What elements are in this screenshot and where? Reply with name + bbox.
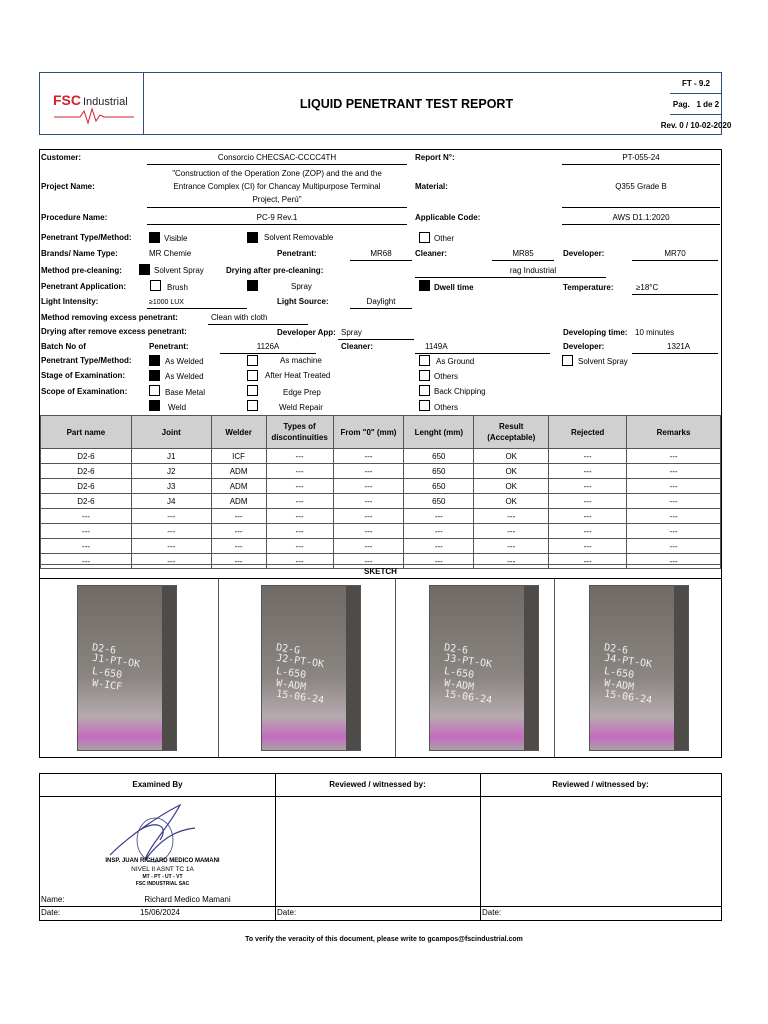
- procedure-label: Procedure Name:: [41, 213, 108, 222]
- visible-label: Visible: [164, 234, 188, 243]
- report-number-value: PT-055-24: [622, 153, 660, 162]
- weld-repair-label: Weld Repair: [279, 403, 323, 412]
- company-logo: [40, 73, 144, 134]
- solvent-spray-checkbox[interactable]: [139, 264, 150, 275]
- table-cell: D2-6: [41, 494, 132, 509]
- table-cell: ---: [211, 539, 266, 554]
- table-cell: ---: [549, 539, 627, 554]
- table-cell: J1: [131, 449, 211, 464]
- pt-method2-label: Penetrant Type/Method:: [41, 356, 132, 365]
- solvent-removable-label: Solvent Removable: [264, 233, 334, 242]
- photo-marking-text: D2-G: [275, 642, 301, 657]
- edge-prep-checkbox[interactable]: [247, 385, 258, 396]
- weld-photo: [589, 585, 689, 751]
- after-heat-label: After Heat Treated: [265, 371, 331, 380]
- developer-app-value: Spray: [341, 328, 362, 337]
- developer-value: MR70: [664, 249, 686, 258]
- others2-checkbox[interactable]: [419, 400, 430, 411]
- photo-marking-text: L-650: [91, 665, 123, 682]
- table-cell: ---: [333, 509, 404, 524]
- table-cell: ---: [474, 509, 549, 524]
- table-cell: ---: [41, 539, 132, 554]
- table-cell: J4: [131, 494, 211, 509]
- photo-marking-text: L-650: [275, 665, 307, 682]
- column-header: Types of discontinuities: [266, 416, 333, 449]
- others-checkbox[interactable]: [419, 370, 430, 381]
- procedure-value: PC-9 Rev.1: [256, 213, 298, 222]
- photo-marking-text: 15-06-24: [275, 688, 325, 707]
- batch-label: Batch No of: [41, 342, 86, 351]
- photo-marking-text: W-ADM: [275, 677, 307, 694]
- project-label: Project Name:: [41, 182, 95, 191]
- table-cell: ---: [627, 554, 721, 569]
- table-cell: ---: [627, 464, 721, 479]
- table-cell: ---: [627, 539, 721, 554]
- photo-marking-text: 15-06-24: [443, 688, 493, 707]
- as-welded2-checkbox[interactable]: [149, 370, 160, 381]
- page-label: Pag.: [672, 99, 690, 109]
- table-cell: ---: [549, 509, 627, 524]
- table-cell: ---: [211, 524, 266, 539]
- table-cell: OK: [474, 479, 549, 494]
- table-cell: ADM: [211, 464, 266, 479]
- as-ground-label: As Ground: [436, 357, 475, 366]
- batch-developer-value: 1321A: [667, 342, 691, 351]
- table-cell: ---: [266, 524, 333, 539]
- table-cell: ---: [131, 539, 211, 554]
- table-cell: OK: [474, 464, 549, 479]
- report-number-label: Report N°:: [415, 153, 455, 162]
- table-cell: ---: [404, 524, 474, 539]
- visible-checkbox[interactable]: [149, 232, 160, 243]
- after-heat-checkbox[interactable]: [247, 370, 258, 381]
- table-cell: ---: [41, 509, 132, 524]
- stamp-line-3: MT - PT - UT - VT: [142, 874, 183, 880]
- table-cell: ---: [627, 494, 721, 509]
- table-cell: ---: [333, 479, 404, 494]
- table-row: [41, 449, 721, 464]
- material-value: Q355 Grade B: [615, 182, 667, 191]
- spray-checkbox[interactable]: [247, 280, 258, 291]
- table-cell: ---: [333, 464, 404, 479]
- column-header: Part name: [41, 416, 132, 449]
- as-welded-checkbox[interactable]: [149, 355, 160, 366]
- report-title: LIQUID PENETRANT TEST REPORT: [299, 96, 514, 111]
- column-header: Joint: [131, 416, 211, 449]
- table-row: [41, 539, 721, 554]
- table-cell: ---: [627, 449, 721, 464]
- precleaning-label: Method pre-cleaning:: [41, 266, 122, 275]
- table-row: [41, 509, 721, 524]
- reviewed-heading-2: Reviewed / witnessed by:: [552, 780, 649, 789]
- back-chipping-label: Back Chipping: [434, 387, 486, 396]
- photo-marking-text: W-ADM: [603, 677, 635, 694]
- table-cell: 650: [404, 464, 474, 479]
- as-ground-checkbox[interactable]: [419, 355, 430, 366]
- cleaner-value: MR85: [512, 249, 534, 258]
- brands-label: Brands/ Name Type:: [41, 249, 118, 258]
- photo-marking-text: J1-PT-OK: [91, 652, 141, 671]
- code-label: Applicable Code:: [415, 213, 481, 222]
- removing-value: Clean with cloth: [211, 313, 268, 322]
- as-welded-label: As Welded: [165, 357, 204, 366]
- table-cell: ---: [266, 554, 333, 569]
- page-value: 1 de 2: [696, 99, 720, 109]
- table-cell: ---: [266, 449, 333, 464]
- column-header: Rejected: [549, 416, 627, 449]
- base-metal-label: Base Metal: [165, 388, 206, 397]
- light-source-label: Light Source:: [277, 297, 329, 306]
- form-code: FT - 9.2: [670, 73, 722, 94]
- batch-penetrant-value: 1126A: [256, 342, 280, 351]
- table-body: [41, 449, 721, 569]
- table-row: [41, 494, 721, 509]
- table-cell: ---: [549, 464, 627, 479]
- table-cell: ---: [404, 509, 474, 524]
- temperature-label: Temperature:: [563, 283, 614, 292]
- table-cell: 650: [404, 494, 474, 509]
- reviewed-heading-1: Reviewed / witnessed by:: [329, 780, 426, 789]
- column-header: Lenght (mm): [404, 416, 474, 449]
- spray-label: Spray: [291, 282, 312, 291]
- table-cell: J3: [131, 479, 211, 494]
- footer-note: To verify the veracity of this document, please write to gcampos@fscindustrial.com: [245, 936, 523, 943]
- table-cell: ---: [474, 554, 549, 569]
- application-label: Penetrant Application:: [41, 282, 127, 291]
- table-cell: ---: [333, 524, 404, 539]
- other-label: Other: [434, 234, 455, 243]
- table-cell: ---: [333, 494, 404, 509]
- photo-marking-text: J4-PT-OK: [603, 652, 653, 671]
- photo-marking-text: L-650: [603, 665, 635, 682]
- stamp-line-1: INSP. JUAN RICHARD MEDICO MAMANI: [105, 858, 220, 864]
- table-cell: ---: [266, 464, 333, 479]
- name-value: Richard Medico Mamani: [144, 895, 231, 904]
- table-cell: OK: [474, 494, 549, 509]
- removing-label: Method removing excess penetrant:: [41, 313, 178, 322]
- photo-marking-text: 15-06-24: [603, 688, 653, 707]
- other-checkbox[interactable]: [419, 232, 430, 243]
- stamp-line-4: FSC INDUSTRIAL SAC: [135, 881, 190, 887]
- developer-app-label: Developer App:: [277, 328, 336, 337]
- weld-repair-checkbox[interactable]: [247, 400, 258, 411]
- stage-label: Stage of Examination:: [41, 371, 126, 380]
- table-cell: ---: [549, 449, 627, 464]
- examined-by-heading: Examined By: [132, 780, 183, 789]
- table-cell: ---: [333, 554, 404, 569]
- date-label: Date:: [41, 908, 61, 917]
- table-cell: 650: [404, 449, 474, 464]
- brush-checkbox[interactable]: [150, 280, 161, 291]
- as-machine-label: As machine: [280, 356, 322, 365]
- photo-marking-text: J3-PT-OK: [443, 652, 493, 671]
- table-cell: ---: [131, 509, 211, 524]
- photo-marking-text: D2-6: [91, 642, 117, 657]
- photo-marking-text: L-650: [443, 665, 475, 682]
- table-cell: ---: [474, 539, 549, 554]
- table-row: [41, 479, 721, 494]
- code-value: AWS D1.1:2020: [612, 213, 670, 222]
- table-cell: ---: [266, 494, 333, 509]
- table-cell: ---: [41, 524, 132, 539]
- solvent-spray2-label: Solvent Spray: [578, 357, 628, 366]
- table-cell: 650: [404, 479, 474, 494]
- table-cell: ---: [266, 509, 333, 524]
- batch-developer-label: Developer:: [563, 342, 605, 351]
- photo-marking-text: W-ICF: [91, 677, 123, 694]
- weld-photo: [261, 585, 361, 751]
- light-intensity-value: ≥1000 LUX: [149, 299, 184, 306]
- table-cell: ---: [474, 524, 549, 539]
- revision: Rev. 0 / 10-02-2020: [660, 120, 732, 130]
- logo-industrial: Industrial: [83, 96, 128, 108]
- table-cell: D2-6: [41, 449, 132, 464]
- table-cell: ---: [211, 554, 266, 569]
- table-header-row: [41, 416, 721, 449]
- solvent-spray2-checkbox[interactable]: [562, 355, 573, 366]
- penetrant-value: MR68: [370, 249, 392, 258]
- project-line-3: Project, Perú": [252, 195, 302, 204]
- table-cell: ---: [627, 509, 721, 524]
- page-indicator: [670, 94, 722, 115]
- table-cell: ---: [404, 539, 474, 554]
- drying-pre-value: rag Industrial: [509, 266, 557, 275]
- project-line-1: "Construction of the Operation Zone (ZOP) and the and the: [172, 169, 382, 178]
- table-cell: D2-6: [41, 479, 132, 494]
- form-meta: [660, 73, 732, 134]
- table-row: [41, 524, 721, 539]
- weld-photo: [77, 585, 177, 751]
- table-cell: ADM: [211, 494, 266, 509]
- logo-pulse-icon: [54, 109, 134, 123]
- column-header: Result (Acceptable): [474, 416, 549, 449]
- table-cell: J2: [131, 464, 211, 479]
- table-cell: ---: [266, 479, 333, 494]
- stamp-line-2: NIVEL II ASNT TC 1A: [131, 866, 194, 873]
- table-cell: ---: [131, 524, 211, 539]
- project-line-2: Entrance Complex (CI) for Chancay Multipurpose Terminal: [173, 182, 381, 191]
- light-source-value: Daylight: [366, 297, 396, 306]
- table-cell: D2-6: [41, 464, 132, 479]
- report-sheet: [39, 149, 722, 579]
- batch-cleaner-label: Cleaner:: [341, 342, 374, 351]
- penetrant-label: Penetrant:: [277, 249, 317, 258]
- table-cell: ---: [211, 509, 266, 524]
- developer-label: Developer:: [563, 249, 605, 258]
- weld-photo: [429, 585, 539, 751]
- signature-block: [39, 773, 722, 921]
- batch-penetrant-label: Penetrant:: [149, 342, 189, 351]
- table-cell: ---: [549, 554, 627, 569]
- column-header: Remarks: [627, 416, 721, 449]
- temperature-value: ≥18°C: [636, 283, 659, 292]
- weld-checkbox[interactable]: [149, 400, 160, 411]
- developing-time-value: 10 minutes: [635, 328, 675, 337]
- drying-remove-label: Drying after remove excess penetrant:: [41, 327, 187, 336]
- sketch-area: [39, 578, 722, 758]
- brush-label: Brush: [167, 283, 188, 292]
- table-cell: ---: [266, 539, 333, 554]
- pt-method-label: Penetrant Type/Method:: [41, 233, 132, 242]
- table-cell: ---: [549, 524, 627, 539]
- column-header: From "0" (mm): [333, 416, 404, 449]
- date-label-3: Date:: [482, 908, 502, 917]
- table-cell: ---: [131, 554, 211, 569]
- material-label: Material:: [415, 182, 448, 191]
- scope-label: Scope of Examination:: [41, 387, 128, 396]
- table-cell: ---: [549, 479, 627, 494]
- photo-marking-text: D2-6: [603, 642, 629, 657]
- photo-marking-text: W-ADM: [443, 677, 475, 694]
- photo-marking-text: J2-PT-OK: [275, 652, 325, 671]
- table-cell: ---: [404, 554, 474, 569]
- date-label-2: Date:: [277, 908, 297, 917]
- table-cell: ---: [549, 494, 627, 509]
- edge-prep-label: Edge Prep: [283, 388, 321, 397]
- dwell-time-label: Dwell time: [434, 283, 474, 292]
- table-cell: ---: [333, 539, 404, 554]
- report-header: [39, 72, 732, 135]
- light-intensity-label: Light Intensity:: [41, 297, 99, 306]
- customer-label: Customer:: [41, 153, 82, 162]
- table-cell: ---: [41, 554, 132, 569]
- table-cell: ---: [627, 524, 721, 539]
- others2-label: Others: [434, 403, 459, 412]
- table-cell: ---: [627, 479, 721, 494]
- table-cell: ICF: [211, 449, 266, 464]
- batch-cleaner-value: 1149A: [425, 342, 448, 351]
- as-welded2-label: As Welded: [165, 372, 204, 381]
- drying-pre-label: Drying after pre-cleaning:: [226, 266, 324, 275]
- table-cell: ADM: [211, 479, 266, 494]
- as-machine-checkbox[interactable]: [247, 355, 258, 366]
- solvent-removable-checkbox[interactable]: [247, 232, 258, 243]
- table-cell: OK: [474, 449, 549, 464]
- results-table: [40, 415, 721, 569]
- column-header: Welder: [211, 416, 266, 449]
- table-cell: ---: [333, 449, 404, 464]
- cleaner-label: Cleaner:: [415, 249, 448, 258]
- sketch-heading: SKETCH: [40, 564, 721, 579]
- date-value: 15/06/2024: [139, 908, 181, 917]
- others-label: Others: [434, 372, 459, 381]
- base-metal-checkbox[interactable]: [149, 385, 160, 396]
- photo-marking-text: D2-6: [443, 642, 469, 657]
- table-row: [41, 464, 721, 479]
- logo-fsc: FSC: [53, 92, 81, 108]
- weld-label: Weld: [168, 403, 187, 412]
- customer-value: Consorcio CHECSAC-CCCC4TH: [217, 153, 337, 162]
- solvent-spray-label: Solvent Spray: [154, 266, 204, 275]
- dwell-time-checkbox[interactable]: [419, 280, 430, 291]
- back-chipping-checkbox[interactable]: [419, 385, 430, 396]
- brands-value: MR Chemie: [149, 249, 192, 258]
- developing-time-label: Developing time:: [563, 328, 628, 337]
- name-label: Name:: [41, 895, 65, 904]
